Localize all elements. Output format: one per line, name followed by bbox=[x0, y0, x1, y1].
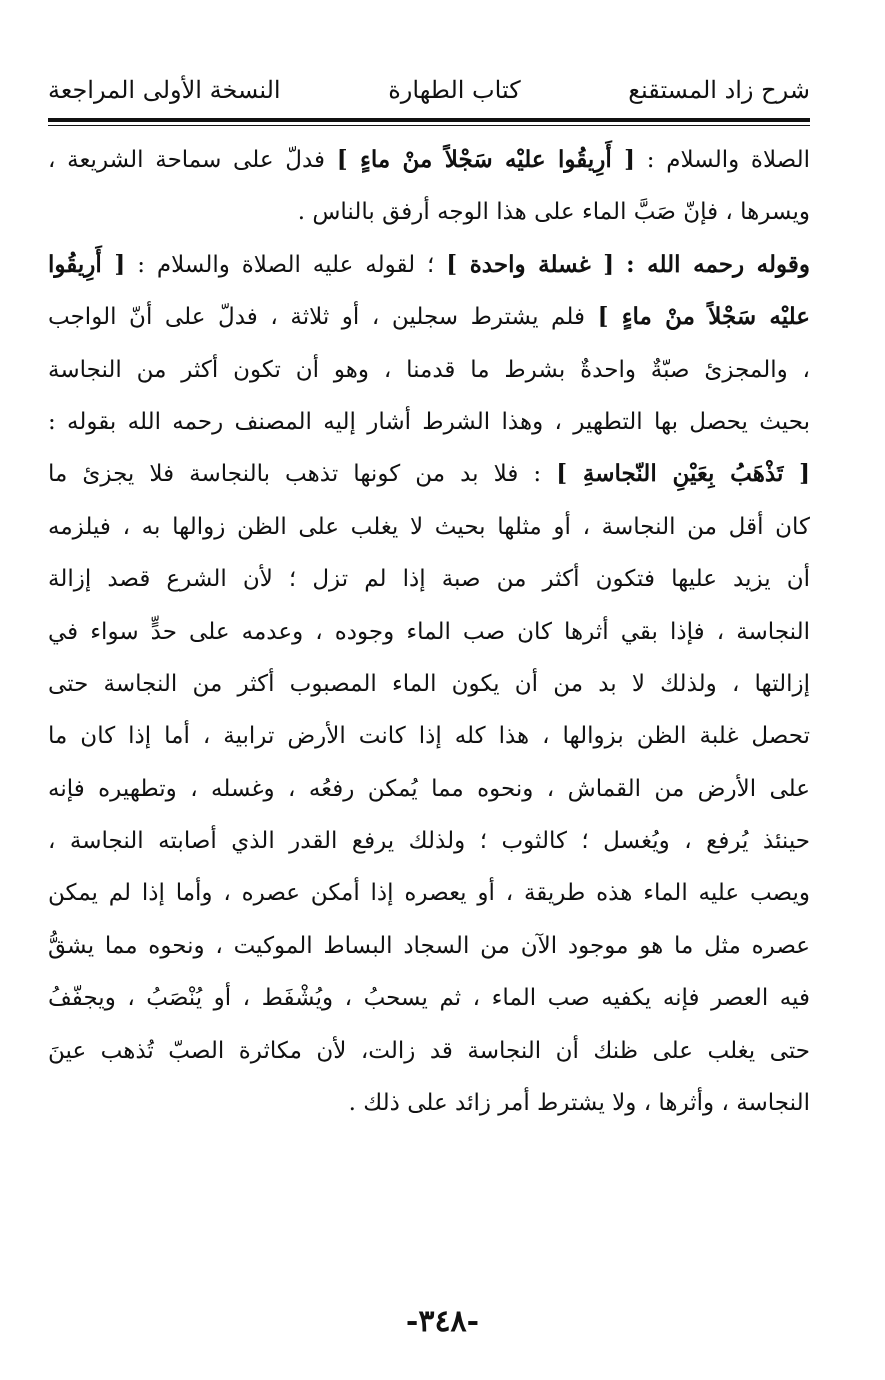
text-line bbox=[48, 606, 810, 658]
text-line bbox=[48, 1025, 810, 1077]
text-segment: على الأرض من القماش ، ونحوه مما يُمكن رفعُه ، وغسله ، وتطهيره فإنه bbox=[48, 775, 810, 802]
text-segment: فيه العصر فإنه يكفيه صب الماء ، ثم يسحبُ ، ويُشْفَط ، أو يُنْصَبُ ، ويجفّفُ bbox=[48, 985, 810, 1012]
text-line bbox=[48, 344, 810, 396]
text-line bbox=[48, 396, 810, 448]
bold-text-segment: عليْه سَجْلاً منْ ماءٍ ] bbox=[597, 303, 810, 331]
text-segment: حتى يغلب على ظنك أن النجاسة قد زالت، لأن مكاثرة الصبّ تُذهب عينَ bbox=[48, 1037, 810, 1064]
text-segment: إزالتها ، ولذلك لا بد من أن يكون الماء المصبوب أكثر من النجاسة حتى bbox=[48, 670, 810, 697]
bold-text-segment: وقوله رحمه الله : bbox=[626, 250, 810, 278]
text-line bbox=[48, 867, 810, 919]
text-line bbox=[48, 553, 810, 605]
text-segment: حينئذ يُرفع ، ويُغسل ؛ كالثوب ؛ ولذلك يرفع القدر الذي أصابته النجاسة ، bbox=[48, 828, 810, 855]
text-segment: الصلاة والسلام : bbox=[646, 147, 810, 173]
text-line bbox=[48, 1077, 810, 1129]
text-line bbox=[48, 815, 810, 867]
text-segment: ويصب عليه الماء هذه طريقة ، أو يعصره إذا أمكن عصره ، وأما إذا لم يمكن bbox=[48, 880, 810, 907]
text-line bbox=[48, 134, 810, 186]
text-segment: فدلّ على سماحة الشريعة ، bbox=[48, 147, 326, 173]
running-header bbox=[48, 70, 810, 110]
text-line bbox=[48, 920, 810, 972]
text-segment: النجاسة ، فإذا بقي أثرها كان صب الماء وجوده ، وعدمه على حدٍّ سواء في bbox=[48, 618, 810, 645]
text-line bbox=[48, 658, 810, 710]
bold-text-segment: [ أَرِيقُوا عليْه سَجْلاً منْ ماءٍ ] bbox=[336, 146, 636, 173]
text-segment: : فلا بد من كونها تذهب بالنجاسة فلا يجزئ ما bbox=[48, 461, 542, 488]
header-edition-note: النسخة الأولى المراجعة bbox=[48, 76, 281, 104]
header-chapter-title: كتاب الطهارة bbox=[388, 76, 521, 104]
header-rule-thick bbox=[48, 118, 810, 122]
text-line bbox=[48, 448, 810, 500]
text-line bbox=[48, 710, 810, 762]
text-segment: بحيث يحصل بها التطهير ، وهذا الشرط أشار إليه المصنف رحمه الله بقوله : bbox=[48, 408, 810, 435]
text-line bbox=[48, 291, 810, 343]
text-segment: ويسرها ، فإنّ صَبَّ الماء على هذا الوجه أرفق بالناس . bbox=[297, 199, 810, 226]
page-number: -٣٤٨- bbox=[405, 1304, 480, 1339]
body-text bbox=[48, 134, 810, 1129]
text-segment: أن يزيد عليها فتكون أكثر من صبة إذا لم تزل ؛ لأن الشرع قصد إزالة bbox=[48, 566, 810, 593]
text-segment: ؛ لقوله عليه الصلاة والسلام : bbox=[137, 251, 435, 278]
text-segment: فلم يشترط سجلين ، أو ثلاثة ، فدلّ على أنّ الواجب bbox=[48, 304, 585, 331]
text-segment: النجاسة ، وأثرها ، ولا يشترط أمر زائد على ذلك . bbox=[348, 1090, 810, 1117]
text-line bbox=[48, 239, 810, 291]
text-segment: ، والمجزئ صبّةٌ واحدةٌ بشرط ما قدمنا ، وهو أن تكون أكثر من النجاسة bbox=[48, 356, 810, 383]
text-line bbox=[48, 763, 810, 815]
text-segment: تحصل غلبة الظن بزوالها ، هذا كله إذا كانت الأرض ترابية ، أما إذا كان ما bbox=[48, 723, 810, 750]
text-line bbox=[48, 501, 810, 553]
text-segment: عصره مثل ما هو موجود الآن من السجاد البساط الموكيت ، ونحوه مما يشقُّ bbox=[48, 932, 810, 959]
text-line bbox=[48, 186, 810, 238]
text-segment: كان أقل من النجاسة ، أو مثلها بحيث لا يغلب على الظن زوالها به ، فيلزمه bbox=[48, 513, 810, 540]
bold-text-segment: [ أَرِيقُوا bbox=[48, 250, 126, 278]
header-book-title: شرح زاد المستقنع bbox=[628, 76, 810, 104]
bold-text-segment: [ غسلة واحدة ] bbox=[446, 250, 615, 278]
text-line bbox=[48, 972, 810, 1024]
header-rule-thin bbox=[48, 125, 810, 126]
bold-text-segment: [ تَذْهَبُ بِعَيْنِ النّجاسةِ ] bbox=[556, 460, 810, 488]
